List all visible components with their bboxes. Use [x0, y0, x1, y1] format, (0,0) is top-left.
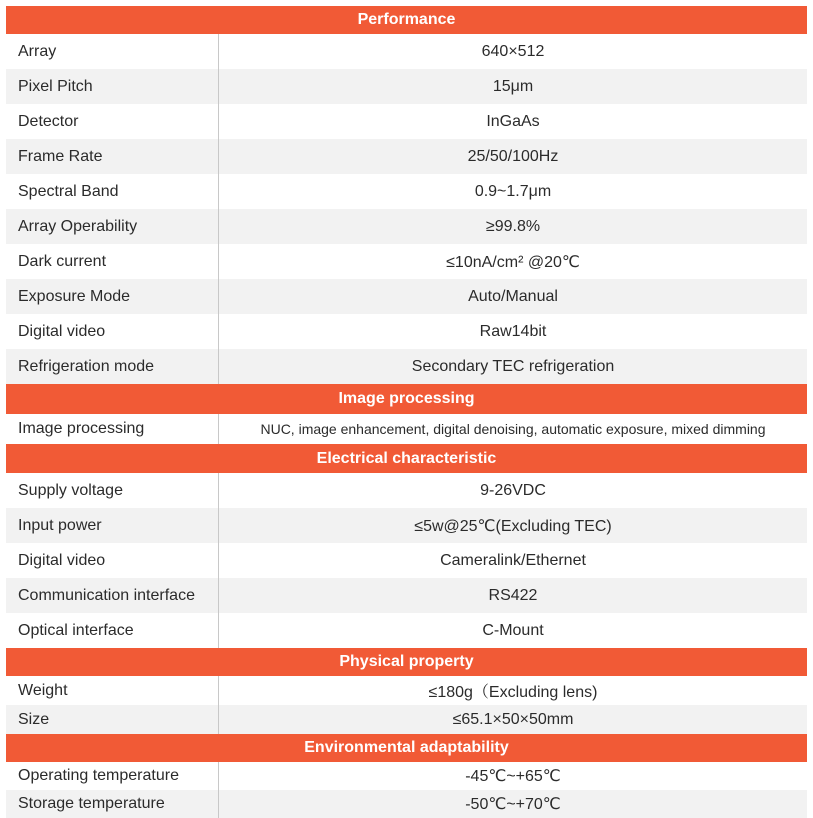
row-label: Size	[6, 705, 219, 734]
row-value: RS422	[488, 586, 538, 604]
row-value: Cameralink/Ethernet	[440, 551, 586, 569]
table-row	[6, 314, 807, 349]
row-value: -45℃~+65℃	[465, 768, 561, 785]
table-row	[6, 104, 807, 139]
row-value: ≥99.8%	[485, 217, 541, 235]
table-row	[6, 473, 807, 508]
row-label: Image processing	[6, 414, 219, 444]
row-value: 25/50/100Hz	[467, 147, 559, 165]
section-header-image-processing: Image processing	[6, 384, 807, 414]
section-header-electrical-characteristic: Electrical characteristic	[6, 444, 807, 473]
table-row	[6, 279, 807, 314]
table-row	[6, 209, 807, 244]
table-row	[6, 244, 807, 279]
section-header-performance: Performance	[6, 6, 807, 34]
table-row	[6, 69, 807, 104]
table-row	[6, 790, 807, 818]
table-row	[6, 414, 807, 444]
row-value: Raw14bit	[479, 322, 547, 340]
row-label: Storage temperature	[6, 790, 219, 818]
row-label: Input power	[6, 508, 219, 543]
row-label: Dark current	[6, 244, 219, 279]
row-label: Spectral Band	[6, 174, 219, 209]
section-header-physical-property: Physical property	[6, 648, 807, 676]
row-label: Digital video	[6, 314, 219, 349]
row-value: Secondary TEC refrigeration	[411, 357, 615, 375]
table-row	[6, 676, 807, 705]
row-value: Auto/Manual	[468, 287, 558, 305]
row-label: Refrigeration mode	[6, 349, 219, 384]
row-label: Array	[6, 34, 219, 69]
row-label: Digital video	[6, 543, 219, 578]
row-label: Pixel Pitch	[6, 69, 219, 104]
table-row	[6, 613, 807, 648]
row-label: Operating temperature	[6, 762, 219, 790]
row-value: 9-26VDC	[480, 481, 546, 499]
row-label: Frame Rate	[6, 139, 219, 174]
row-value: 640×512	[481, 42, 545, 60]
row-value: ≤10nA/cm² @20℃	[446, 253, 580, 271]
table-row	[6, 705, 807, 734]
table-row	[6, 174, 807, 209]
row-label: Exposure Mode	[6, 279, 219, 314]
spec-table	[6, 6, 807, 818]
table-row	[6, 578, 807, 613]
row-label: Array Operability	[6, 209, 219, 244]
row-value: 0.9~1.7μm	[474, 182, 552, 200]
table-row	[6, 349, 807, 384]
row-value: -50℃~+70℃	[465, 796, 561, 813]
table-row	[6, 543, 807, 578]
row-value: ≤65.1×50×50mm	[452, 710, 574, 728]
row-value: C-Mount	[482, 621, 544, 639]
row-label: Weight	[6, 676, 219, 705]
row-value: ≤180g（Excluding lens)	[428, 684, 598, 701]
row-value: ≤5w@25℃(Excluding TEC)	[414, 517, 612, 535]
row-label: Optical interface	[6, 613, 219, 648]
table-row	[6, 34, 807, 69]
row-value: InGaAs	[486, 112, 540, 130]
table-row	[6, 762, 807, 790]
section-header-environmental-adaptability: Environmental adaptability	[6, 734, 807, 762]
row-label: Supply voltage	[6, 473, 219, 508]
row-value: 15μm	[492, 77, 534, 95]
table-row	[6, 139, 807, 174]
row-label: Detector	[6, 104, 219, 139]
row-value: NUC, image enhancement, digital denoising, automatic exposure, mixed dimming	[260, 421, 766, 437]
row-label: Communication interface	[6, 578, 219, 613]
table-row	[6, 508, 807, 543]
